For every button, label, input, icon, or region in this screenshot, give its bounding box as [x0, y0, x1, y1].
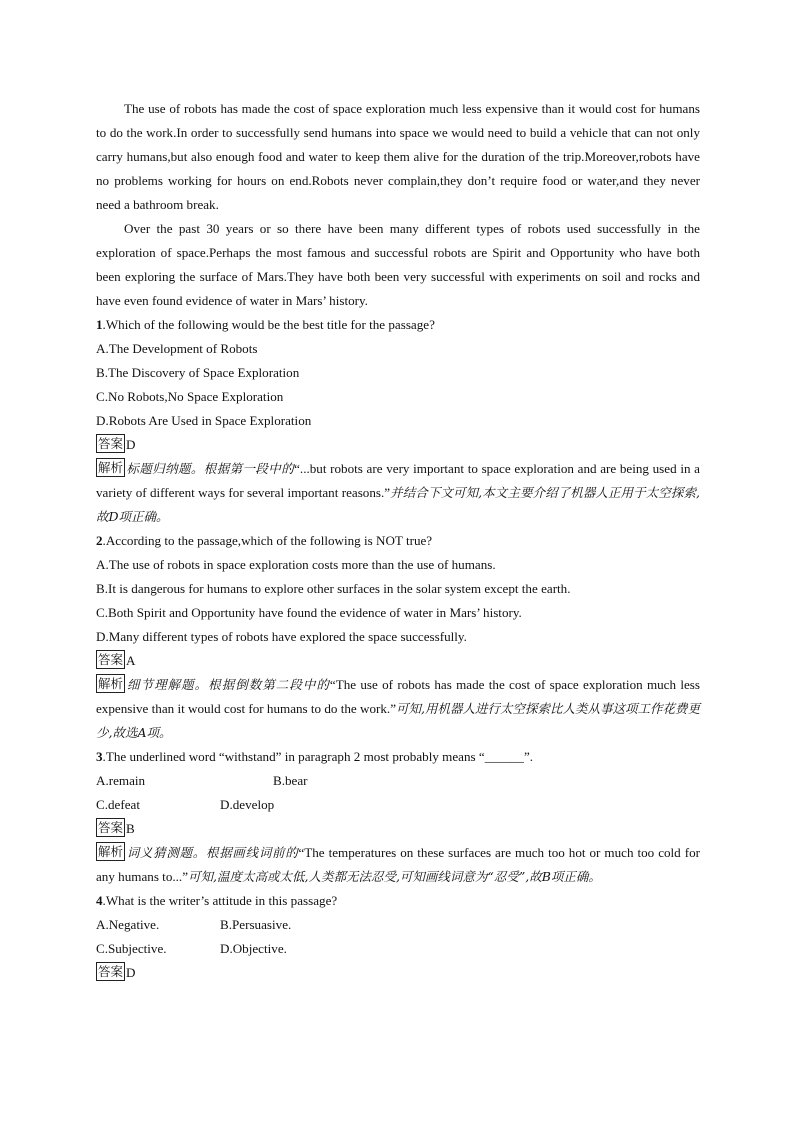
- option-a: A.The Development of Robots: [96, 341, 258, 356]
- option-c: C.defeat: [96, 797, 140, 812]
- explanation-tag: 解析: [98, 844, 124, 859]
- passage-paragraph-1: The use of robots has made the cost of space exploration much less expensive than it would cost for humans to do the work.In order to successfully send humans into space we would need to build a vehicle that can not only carry humans,but also enough food and water to keep them alive for the duration of the trip.Moreover,robots have no problems working for hours on end.Robots never complain,they don’t require food or water,and they never need a bathroom break.: [96, 101, 700, 212]
- answer-tag: 答案: [98, 964, 124, 979]
- explanation: 解析 细节理解题。根据倒数第二段中的“The use of robots has made the cost of space exploration much less expensive than it would cost for humans to do the work.”可知,用机器人进行太空探索比人类从事这项工作花费更少,故选A项。: [96, 676, 700, 740]
- answer-value: B: [126, 821, 135, 836]
- answer-tag: 答案: [98, 820, 124, 835]
- option-d: D.Objective.: [220, 941, 287, 956]
- option-b: B.Persuasive.: [220, 917, 292, 932]
- option-row: [96, 913, 700, 937]
- option-b: B.The Discovery of Space Exploration: [96, 365, 300, 380]
- question-stem: 3.The underlined word “withstand” in paragraph 2 most probably means “______”.: [96, 749, 534, 764]
- question-stem: 2.According to the passage,which of the following is NOT true?: [96, 533, 433, 548]
- answer-tag: 答案: [98, 436, 124, 451]
- option-b: B.It is dangerous for humans to explore other surfaces in the solar system except the earth.: [96, 581, 571, 596]
- option-d: D.Many different types of robots have explored the space successfully.: [96, 629, 467, 644]
- question-2: [96, 529, 700, 745]
- answer-tag: 答案: [98, 652, 124, 667]
- answer-value: A: [126, 653, 136, 668]
- option-d: D.Robots Are Used in Space Exploration: [96, 413, 312, 428]
- answer-line: [96, 433, 700, 457]
- question-stem: 4.What is the writer’s attitude in this passage?: [96, 893, 338, 908]
- option-c: C.Both Spirit and Opportunity have found the evidence of water in Mars’ history.: [96, 605, 522, 620]
- option-row: [96, 937, 700, 961]
- explanation-tag: 解析: [98, 460, 124, 475]
- question-1: [96, 313, 700, 529]
- answer-line: [96, 649, 700, 673]
- option-a: A.remain: [96, 773, 146, 788]
- passage-paragraph-2: Over the past 30 years or so there have been many different types of robots used successfully in the exploration of space.Perhaps the most famous and successful robots are Spirit and Opportunity who have both been exploring the surface of Mars.They have both been very successful with experiments on soil and rocks and have even found evidence of water in Mars’ history.: [96, 221, 700, 308]
- explanation: 解析 词义猜测题。根据画线词前的“The temperatures on these surfaces are much too hot or much too cold for any humans to...”可知,温度太高或太低,人类都无法忍受,可知画线词意为“忍受”,故B项正确。: [96, 844, 700, 884]
- option-row: [96, 769, 700, 793]
- question-3: [96, 745, 700, 889]
- answer-line: [96, 817, 700, 841]
- option-c: C.Subjective.: [96, 941, 167, 956]
- answer-line: [96, 961, 700, 985]
- option-d: D.develop: [220, 797, 275, 812]
- question-stem: 1.Which of the following would be the best title for the passage?: [96, 317, 435, 332]
- answer-value: D: [126, 437, 136, 452]
- document-page: [96, 97, 700, 985]
- option-a: A.Negative.: [96, 917, 160, 932]
- explanation-tag: 解析: [98, 676, 124, 691]
- answer-value: D: [126, 965, 136, 980]
- option-a: A.The use of robots in space exploration costs more than the use of humans.: [96, 557, 496, 572]
- option-row: [96, 793, 700, 817]
- option-c: C.No Robots,No Space Exploration: [96, 389, 284, 404]
- explanation: 解析 标题归纳题。根据第一段中的“...but robots are very important to space exploration and are being used in a variety of different ways for several important reasons.”并结合下文可知,本文主要介绍了机器人正用于太空探索,故D项正确。: [96, 460, 700, 524]
- question-4: [96, 889, 700, 985]
- option-b: B.bear: [273, 773, 308, 788]
